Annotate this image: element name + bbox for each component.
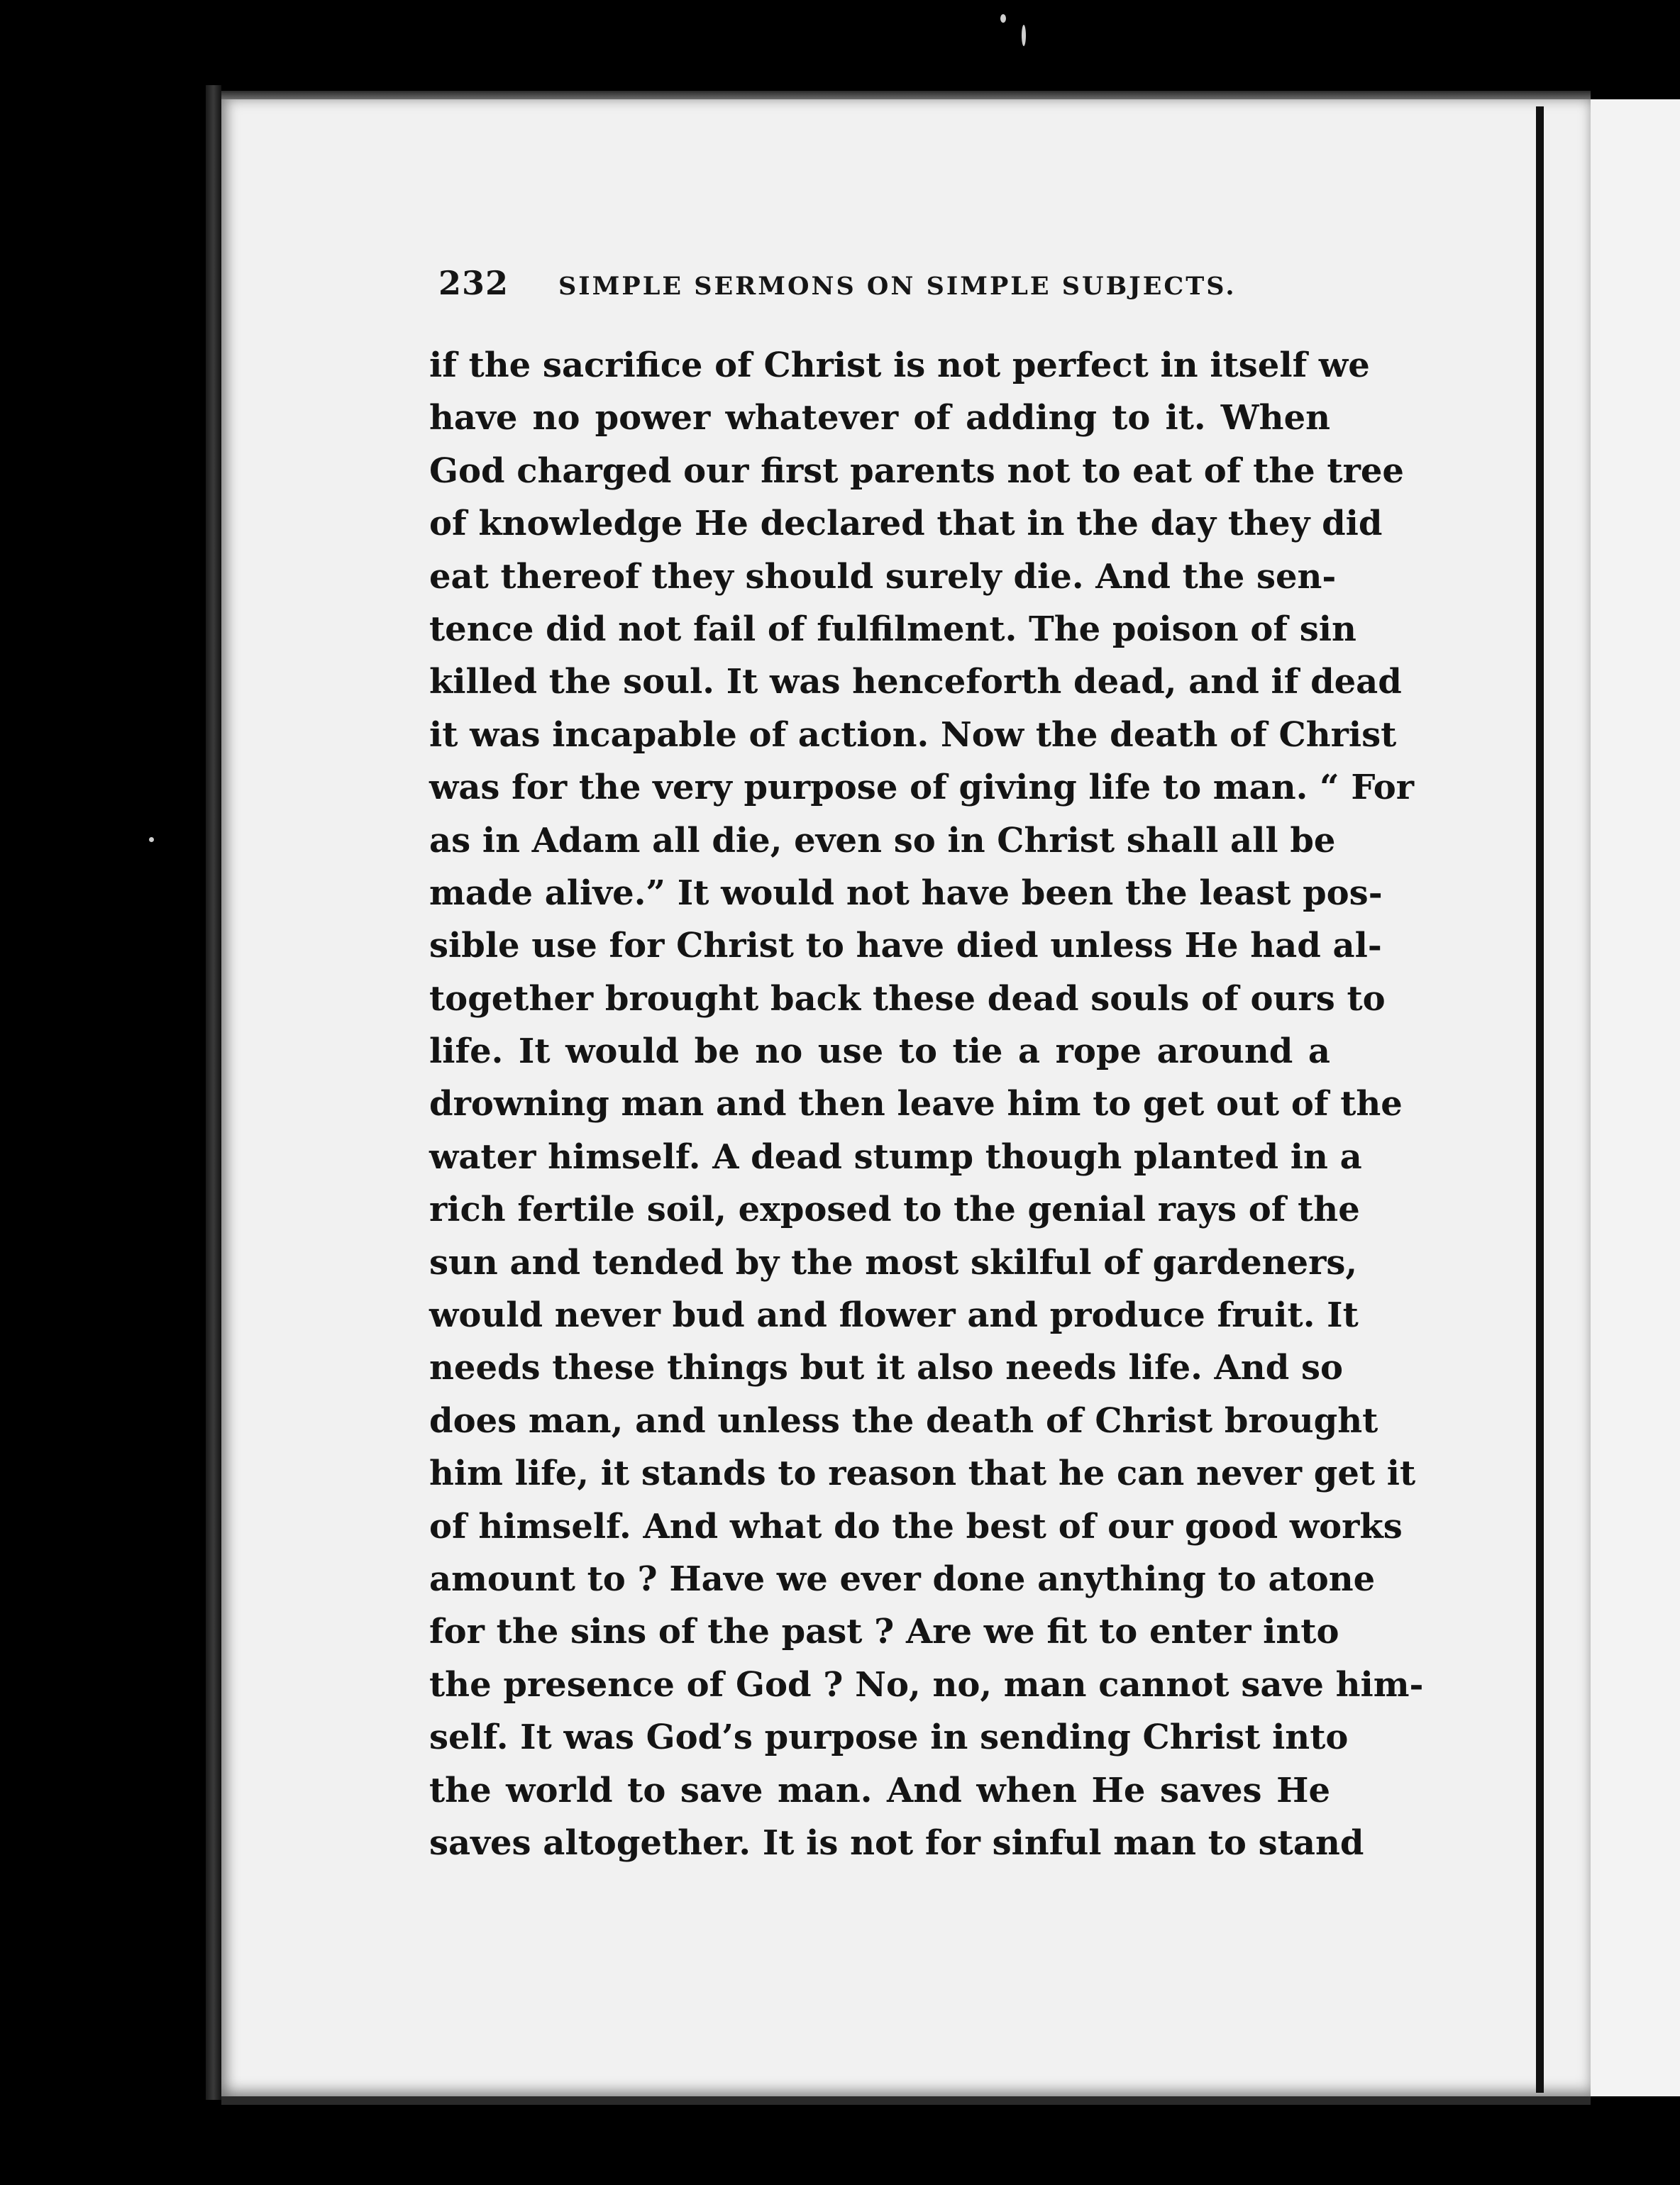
page-gutter-rule — [1536, 106, 1544, 2093]
text-line: would never bud and flower and produce fruit. It — [429, 1295, 1359, 1336]
text-line: made alive.” It would not have been the least pos- — [429, 873, 1383, 913]
text-line: God charged our first parents not to eat of the tree — [429, 450, 1404, 491]
text-line: the presence of God ? No, no, man cannot save him- — [429, 1664, 1424, 1705]
text-line: rich fertile soil, exposed to the genial rays of the — [429, 1190, 1360, 1230]
body-text — [429, 339, 1424, 1869]
text-line: have no power whatever of adding to it. When — [429, 398, 1330, 438]
text-line: together brought back these dead souls of ours to — [429, 978, 1386, 1019]
text-line: needs these things but it also needs life. And so — [429, 1348, 1344, 1388]
text-line: if the sacrifice of Christ is not perfect in itself we — [429, 345, 1370, 385]
text-line: it was incapable of action. Now the death of Christ — [429, 714, 1397, 755]
text-line: eat thereof they should surely die. And the sen- — [429, 556, 1337, 597]
text-line: drowning man and then leave him to get out of the — [429, 1084, 1403, 1124]
text-line: of knowledge He declared that in the day they did — [429, 504, 1383, 544]
page-number: 232 — [438, 264, 509, 302]
text-line: saves altogether. It is not for sinful man to stand — [429, 1822, 1364, 1863]
text-line: as in Adam all die, even so in Christ shall all be — [429, 820, 1336, 861]
scan-speck — [1000, 14, 1006, 23]
text-line: of himself. And what do the best of our good works — [429, 1506, 1403, 1547]
text-line: does man, and unless the death of Christ brought — [429, 1400, 1378, 1441]
scan-speck — [149, 837, 154, 842]
text-line: for the sins of the past ? Are we fit to enter into — [429, 1612, 1339, 1652]
text-line: water himself. A dead stump though planted in a — [429, 1136, 1362, 1177]
text-line: the world to save man. And when He saves He — [429, 1770, 1330, 1810]
scan-speck — [1022, 25, 1026, 46]
text-line: self. It was God’s purpose in sending Christ into — [429, 1717, 1349, 1758]
text-line: amount to ? Have we ever done anything to atone — [429, 1559, 1376, 1599]
text-line: sun and tended by the most skilful of gardeners, — [429, 1242, 1358, 1283]
text-line: tence did not fail of fulfilment. The poison of sin — [429, 609, 1356, 649]
text-line: sible use for Christ to have died unless He had al- — [429, 926, 1382, 966]
book-binding-edge — [206, 85, 221, 2100]
page-bottom-edge — [221, 2096, 1591, 2105]
facing-page-edge — [1591, 99, 1680, 2096]
text-line: him life, it stands to reason that he can never get it — [429, 1454, 1416, 1494]
text-line: was for the very purpose of giving life to man. “ For — [429, 768, 1415, 808]
running-head — [438, 264, 1269, 314]
text-line: killed the soul. It was henceforth dead, and if dead — [429, 662, 1402, 702]
running-title: SIMPLE SERMONS ON SIMPLE SUBJECTS. — [558, 272, 1237, 301]
text-line: life. It would be no use to tie a rope around a — [429, 1031, 1330, 1072]
